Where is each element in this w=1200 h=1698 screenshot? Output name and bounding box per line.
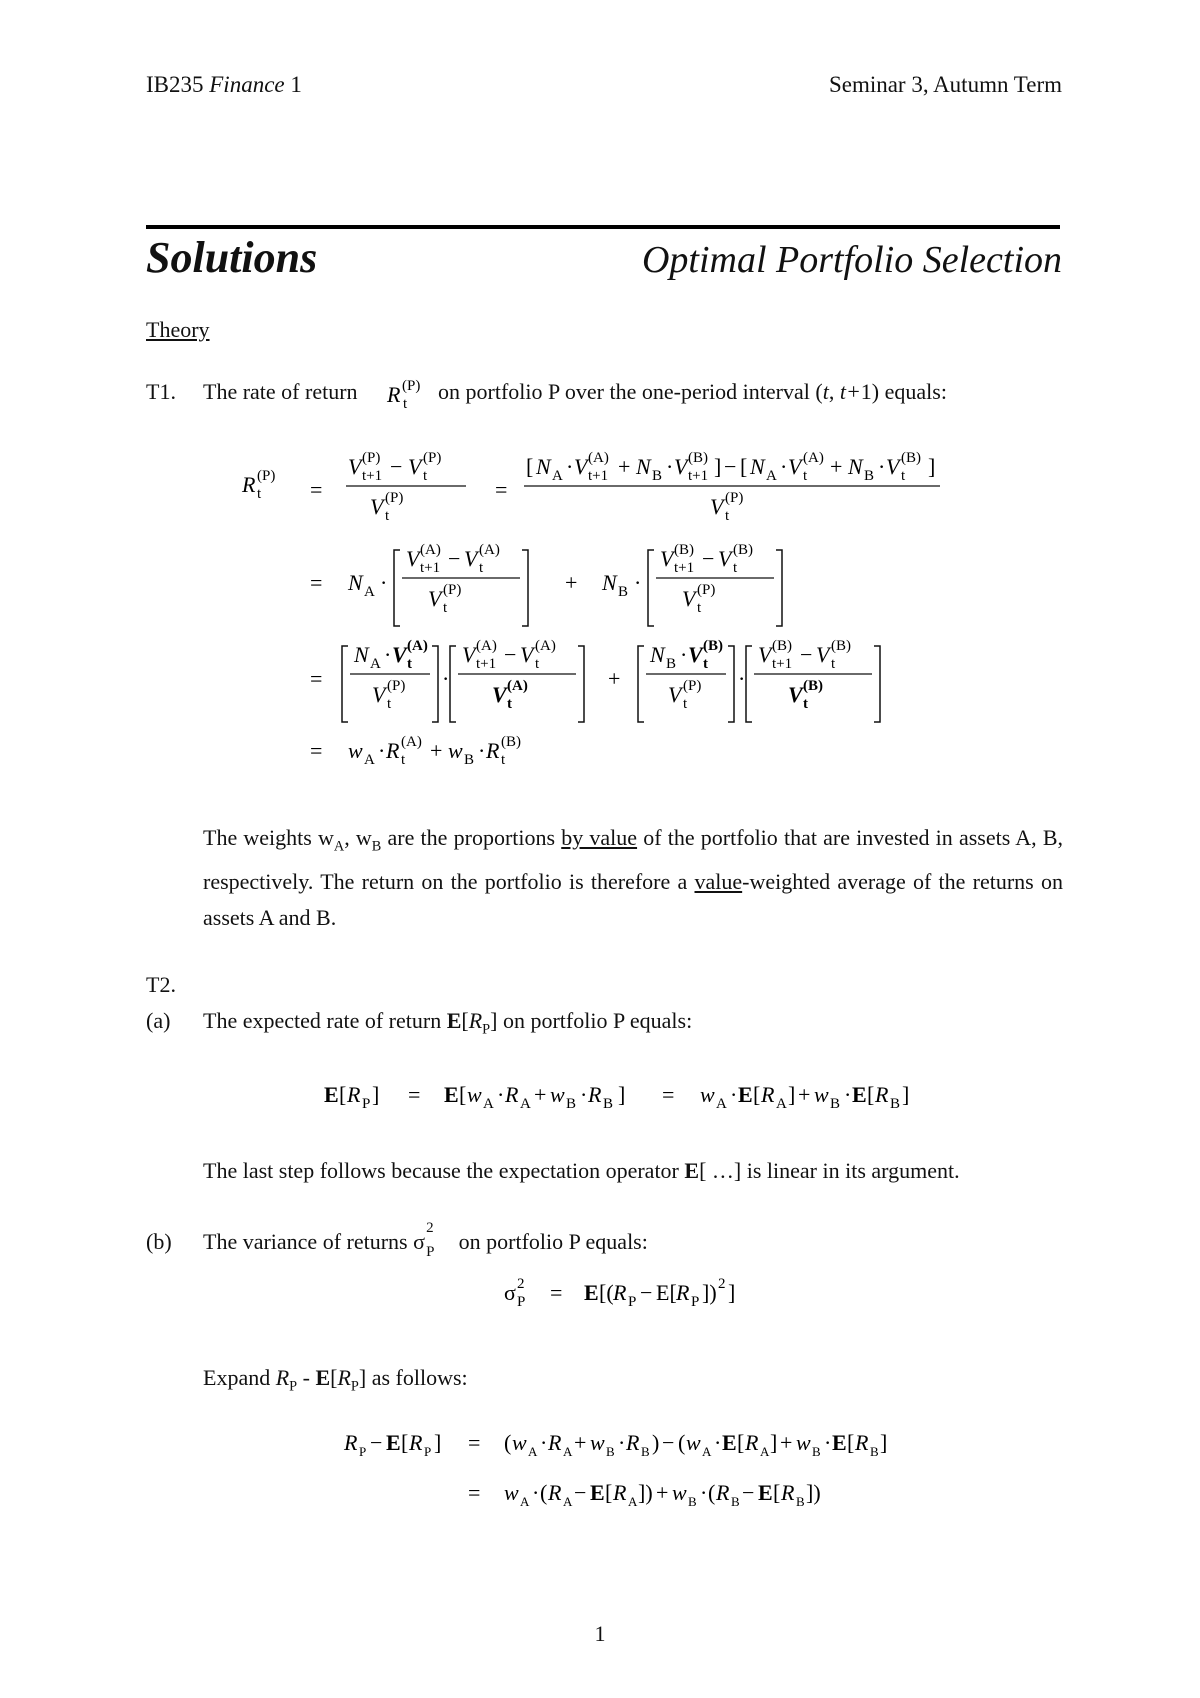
svg-text:]: ] <box>902 1082 910 1107</box>
svg-text:=: = <box>495 477 508 502</box>
svg-text:+: + <box>780 1430 793 1455</box>
svg-text:t: t <box>703 656 708 672</box>
svg-text:P: P <box>691 1294 700 1310</box>
svg-text:A: A <box>776 1096 787 1112</box>
svg-text:(B): (B) <box>674 542 694 558</box>
svg-text:A: A <box>364 752 375 768</box>
svg-text:t: t <box>831 656 836 672</box>
svg-text:w: w <box>672 1480 687 1505</box>
svg-text:[: [ <box>339 1082 347 1107</box>
svg-text:R: R <box>242 472 256 497</box>
svg-text:w: w <box>590 1430 605 1455</box>
svg-text:=: = <box>550 1280 563 1305</box>
svg-text:E: E <box>386 1430 401 1455</box>
svg-text:+: + <box>830 454 843 479</box>
svg-text:(A): (A) <box>420 542 441 558</box>
svg-text:(A): (A) <box>476 638 497 654</box>
svg-text:w: w <box>512 1430 527 1455</box>
svg-text:−: − <box>662 1430 675 1455</box>
svg-text:A: A <box>528 1444 538 1459</box>
svg-text:A: A <box>370 656 381 672</box>
svg-text:R: R <box>486 738 500 763</box>
svg-text:[: [ <box>773 1480 781 1505</box>
svg-text:B: B <box>641 1444 650 1459</box>
svg-text:w: w <box>550 1082 565 1107</box>
svg-text:+: + <box>534 1082 547 1107</box>
svg-text:t+1: t+1 <box>588 468 609 484</box>
t2b-expansion <box>340 1420 960 1530</box>
svg-text:·: · <box>532 1480 540 1505</box>
svg-text:(: ( <box>678 1430 686 1455</box>
svg-text:(A): (A) <box>803 450 824 466</box>
svg-text:B: B <box>652 468 663 484</box>
svg-text:N: N <box>636 454 651 479</box>
svg-text:(P): (P) <box>697 582 716 598</box>
svg-text:A: A <box>520 1096 531 1112</box>
svg-text:+: + <box>618 454 631 479</box>
svg-text:(A): (A) <box>479 542 500 558</box>
svg-text:−: − <box>800 642 813 667</box>
svg-text:·: · <box>714 1430 722 1455</box>
svg-text:σ: σ <box>504 1280 516 1305</box>
t2b-expand: Expand $R_P - E[R_P]$ as follows: <box>203 1365 468 1395</box>
section-heading: Theory <box>146 317 210 342</box>
svg-text:E: E <box>832 1430 847 1455</box>
svg-text:(A): (A) <box>535 638 556 654</box>
svg-text:R: R <box>386 738 400 763</box>
svg-text:B: B <box>666 656 677 672</box>
svg-text:V: V <box>372 682 386 707</box>
svg-text:=: = <box>310 738 323 763</box>
svg-text:(B): (B) <box>901 450 921 466</box>
svg-text:=: = <box>468 1430 481 1455</box>
svg-text:B: B <box>603 1096 614 1112</box>
svg-text:t: t <box>803 468 808 484</box>
svg-text:P: P <box>359 1444 367 1459</box>
svg-text:]: ] <box>618 1082 626 1107</box>
t1-paragraph: The weights $w_A$, $w_B$ are the proportions by value of the portfolio that are invested in assets A, B, respectively. The return on the portfolio is therefore a value-weighted average of the returns on assets A and B. <box>203 825 1063 931</box>
svg-text:+: + <box>565 570 578 595</box>
svg-text:·: · <box>666 454 674 479</box>
svg-text:V: V <box>688 642 703 667</box>
t2a-text: The expected rate of return $E[R_P]$ on portfolio P equals: <box>203 1008 693 1038</box>
svg-text:w: w <box>700 1082 715 1107</box>
t2-label: T2. <box>146 972 176 997</box>
svg-text:·: · <box>730 1082 738 1107</box>
svg-text:A: A <box>716 1096 727 1112</box>
svg-text:−: − <box>448 546 461 571</box>
svg-text:·: · <box>700 1480 708 1505</box>
svg-text:+: + <box>608 666 621 691</box>
svg-text:R: R <box>613 1280 627 1305</box>
svg-text:V: V <box>574 454 588 479</box>
svg-text:−: − <box>370 1430 383 1455</box>
svg-text:−: − <box>390 454 403 479</box>
svg-text:t+1: t+1 <box>362 468 383 484</box>
svg-text:·: · <box>680 642 688 667</box>
svg-text:R: R <box>716 1480 730 1505</box>
svg-text:R: R <box>548 1480 562 1505</box>
t2b-equation <box>500 1264 800 1316</box>
svg-text:−: − <box>742 1480 755 1505</box>
svg-text:N: N <box>536 454 551 479</box>
svg-text:w: w <box>448 738 463 763</box>
svg-text:(P): (P) <box>725 490 744 506</box>
svg-text:·: · <box>618 1430 626 1455</box>
svg-text:A: A <box>766 468 777 484</box>
svg-text:=: = <box>468 1480 481 1505</box>
svg-text:t+1: t+1 <box>772 656 793 672</box>
svg-text:E: E <box>738 1082 753 1107</box>
svg-text:E: E <box>324 1082 339 1107</box>
svg-text:N: N <box>750 454 765 479</box>
svg-text:·: · <box>738 666 746 691</box>
svg-text:·: · <box>497 1082 505 1107</box>
svg-text:R: R <box>548 1430 562 1455</box>
svg-text:[: [ <box>847 1430 855 1455</box>
svg-text:t: t <box>257 486 262 502</box>
svg-text:(P): (P) <box>423 450 442 466</box>
svg-text:V: V <box>370 494 384 519</box>
svg-text:(A): (A) <box>407 638 428 654</box>
svg-text:·: · <box>378 738 386 763</box>
svg-text:[: [ <box>737 1430 745 1455</box>
svg-text:V: V <box>660 546 674 571</box>
svg-text:A: A <box>520 1494 530 1509</box>
svg-text:+: + <box>574 1430 587 1455</box>
svg-text:=: = <box>310 570 323 595</box>
t1-intro-symbol <box>383 368 433 414</box>
svg-text:V: V <box>886 454 900 479</box>
svg-text:t: t <box>535 656 540 672</box>
svg-text:V: V <box>408 454 422 479</box>
course-number: 1 <box>290 72 302 97</box>
svg-text:·: · <box>824 1430 832 1455</box>
page-number: 1 <box>594 1621 606 1646</box>
svg-text:R: R <box>676 1280 690 1305</box>
svg-text:): ) <box>652 1430 660 1455</box>
svg-text:E: E <box>584 1280 599 1305</box>
svg-text:R: R <box>626 1430 640 1455</box>
svg-text:V: V <box>492 682 507 707</box>
svg-text:(A): (A) <box>588 450 609 466</box>
svg-text:w: w <box>348 738 363 763</box>
svg-text:(P): (P) <box>402 378 421 394</box>
svg-text:V: V <box>710 494 724 519</box>
svg-text:+: + <box>430 738 443 763</box>
svg-text:V: V <box>392 642 407 667</box>
svg-text:R: R <box>344 1430 358 1455</box>
svg-text:]: ] <box>880 1430 888 1455</box>
t1-equations <box>230 440 1080 780</box>
svg-text:B: B <box>870 1444 879 1459</box>
svg-text:B: B <box>830 1096 841 1112</box>
t1-intro-b: on portfolio P over the one-period interval (t, t+1) equals: <box>438 379 947 404</box>
header-course <box>146 72 302 98</box>
svg-text:]: ] <box>434 1430 442 1455</box>
title-rule <box>146 225 1060 229</box>
svg-text:A: A <box>702 1444 712 1459</box>
svg-text:[: [ <box>526 454 534 479</box>
svg-text:V: V <box>718 546 732 571</box>
svg-text:R: R <box>588 1082 602 1107</box>
svg-text:V: V <box>758 642 772 667</box>
svg-text:t+1: t+1 <box>688 468 709 484</box>
svg-text:t: t <box>443 600 448 616</box>
svg-text:(P): (P) <box>683 678 702 694</box>
t2a-label: (a) <box>146 1008 171 1033</box>
svg-text:−: − <box>504 642 517 667</box>
svg-text:2: 2 <box>718 1276 726 1292</box>
svg-text:R: R <box>387 382 401 407</box>
svg-text:[: [ <box>459 1082 467 1107</box>
svg-text:P: P <box>424 1444 432 1459</box>
svg-text:(B): (B) <box>733 542 753 558</box>
svg-text:t: t <box>407 656 412 672</box>
svg-text:A: A <box>483 1096 494 1112</box>
svg-text:t: t <box>479 560 484 576</box>
svg-text:·: · <box>844 1082 852 1107</box>
svg-text:R: R <box>409 1430 423 1455</box>
svg-text:N: N <box>650 642 665 667</box>
svg-text:(P): (P) <box>385 490 404 506</box>
t2b-label: (b) <box>146 1229 172 1254</box>
svg-text:(: ( <box>708 1480 716 1505</box>
svg-text:(P): (P) <box>387 678 406 694</box>
svg-text:(P): (P) <box>257 468 276 484</box>
svg-text:]): ]) <box>702 1280 717 1305</box>
svg-text:]): ]) <box>638 1480 653 1505</box>
svg-text:w: w <box>504 1480 519 1505</box>
svg-text:+: + <box>798 1082 811 1107</box>
svg-text:t+1: t+1 <box>420 560 441 576</box>
svg-text:N: N <box>602 570 617 595</box>
svg-text:P: P <box>362 1096 371 1112</box>
svg-text:B: B <box>566 1096 577 1112</box>
svg-text:(: ( <box>504 1430 512 1455</box>
svg-text:V: V <box>406 546 420 571</box>
svg-text:t: t <box>697 600 702 616</box>
svg-text:E: E <box>852 1082 867 1107</box>
svg-text:[: [ <box>753 1082 761 1107</box>
svg-text:−: − <box>724 454 737 479</box>
svg-text:R: R <box>347 1082 361 1107</box>
svg-text:]: ] <box>372 1082 380 1107</box>
svg-text:V: V <box>462 642 476 667</box>
svg-text:(A): (A) <box>401 734 422 750</box>
svg-text:(P): (P) <box>443 582 462 598</box>
svg-text:]: ] <box>928 454 936 479</box>
svg-text:t: t <box>403 396 408 412</box>
svg-text:t: t <box>725 508 730 524</box>
svg-text:V: V <box>674 454 688 479</box>
t2b-text: The variance of returns σ 2 P on portfolio P equals: <box>203 1220 648 1260</box>
svg-text:·: · <box>580 1082 588 1107</box>
svg-text:t: t <box>733 560 738 576</box>
svg-text:(A): (A) <box>507 678 528 694</box>
svg-text:A: A <box>563 1444 573 1459</box>
svg-text:N: N <box>348 570 363 595</box>
svg-text:w: w <box>686 1430 701 1455</box>
svg-text:t: t <box>507 696 512 712</box>
course-name: Finance <box>209 72 285 97</box>
svg-text:(B): (B) <box>501 734 521 750</box>
svg-text:P: P <box>517 1294 526 1310</box>
svg-text:V: V <box>428 586 442 611</box>
svg-text:R: R <box>613 1480 627 1505</box>
svg-text:·: · <box>380 570 388 595</box>
svg-text:(B): (B) <box>703 638 723 654</box>
t1-intro-a: The rate of return <box>203 379 358 404</box>
svg-text:w: w <box>814 1082 829 1107</box>
svg-text:B: B <box>796 1494 805 1509</box>
svg-text:·: · <box>566 454 574 479</box>
svg-text:·: · <box>540 1430 548 1455</box>
svg-text:N: N <box>354 642 369 667</box>
svg-text:[: [ <box>605 1480 613 1505</box>
svg-text:B: B <box>731 1494 740 1509</box>
page-title: Solutions <box>146 233 318 282</box>
svg-text:E[: E[ <box>656 1280 677 1305</box>
svg-text:A: A <box>364 584 375 600</box>
svg-text:(B): (B) <box>831 638 851 654</box>
svg-text:E: E <box>722 1430 737 1455</box>
svg-text:−: − <box>640 1280 653 1305</box>
t1-label: T1. <box>146 379 176 404</box>
svg-text:R: R <box>505 1082 519 1107</box>
page-subtitle: Optimal Portfolio Selection <box>641 239 1062 281</box>
svg-text:−: − <box>702 546 715 571</box>
svg-text:E: E <box>758 1480 773 1505</box>
svg-text:V: V <box>348 454 362 479</box>
svg-text:V: V <box>788 682 803 707</box>
svg-text:w: w <box>796 1430 811 1455</box>
svg-text:·: · <box>634 570 642 595</box>
svg-text:(B): (B) <box>772 638 792 654</box>
svg-text:·: · <box>384 642 392 667</box>
svg-text:B: B <box>688 1494 697 1509</box>
svg-text:R: R <box>745 1430 759 1455</box>
svg-text:·: · <box>780 454 788 479</box>
svg-text:t: t <box>901 468 906 484</box>
svg-text:V: V <box>464 546 478 571</box>
svg-text:[: [ <box>867 1082 875 1107</box>
svg-text:]: ] <box>770 1430 778 1455</box>
svg-text:R: R <box>781 1480 795 1505</box>
svg-text:w: w <box>467 1082 482 1107</box>
svg-text:E: E <box>444 1082 459 1107</box>
svg-text:t: t <box>803 696 808 712</box>
course-code: IB235 <box>146 72 204 97</box>
svg-text:=: = <box>310 477 323 502</box>
t2a-equation <box>320 1070 960 1120</box>
svg-text:B: B <box>812 1444 821 1459</box>
svg-text:B: B <box>890 1096 901 1112</box>
svg-text:(B): (B) <box>803 678 823 694</box>
svg-text:[: [ <box>740 454 748 479</box>
svg-text:t: t <box>401 752 406 768</box>
svg-text:t: t <box>423 468 428 484</box>
svg-text:A: A <box>760 1444 770 1459</box>
t2a-note: The last step follows because the expectation operator E[ …] is linear in its argument. <box>203 1158 960 1183</box>
svg-text:B: B <box>606 1444 615 1459</box>
svg-text:N: N <box>848 454 863 479</box>
svg-text:V: V <box>520 642 534 667</box>
svg-text:t: t <box>387 696 392 712</box>
svg-text:t+1: t+1 <box>674 560 695 576</box>
svg-text:V: V <box>788 454 802 479</box>
svg-text:(B): (B) <box>688 450 708 466</box>
svg-text:A: A <box>628 1494 638 1509</box>
svg-text:=: = <box>408 1082 421 1107</box>
svg-text:B: B <box>864 468 875 484</box>
svg-text:(: ( <box>540 1480 548 1505</box>
svg-text:]: ] <box>714 454 722 479</box>
svg-text:A: A <box>563 1494 573 1509</box>
svg-text:t: t <box>501 752 506 768</box>
svg-text:E: E <box>590 1480 605 1505</box>
svg-text:(P): (P) <box>362 450 381 466</box>
svg-text:t+1: t+1 <box>476 656 497 672</box>
svg-text:=: = <box>662 1082 675 1107</box>
svg-text:B: B <box>618 584 629 600</box>
header-seminar: Seminar 3, Autumn Term <box>828 72 1062 97</box>
svg-text:2: 2 <box>517 1276 525 1292</box>
svg-text:V: V <box>816 642 830 667</box>
svg-text:]: ] <box>728 1280 736 1305</box>
svg-text:V: V <box>682 586 696 611</box>
svg-text:+: + <box>656 1480 669 1505</box>
svg-text:·: · <box>478 738 486 763</box>
svg-text:R: R <box>855 1430 869 1455</box>
svg-text:=: = <box>310 666 323 691</box>
svg-text:B: B <box>464 752 475 768</box>
svg-text:·: · <box>878 454 886 479</box>
svg-text:R: R <box>875 1082 889 1107</box>
svg-text:R: R <box>761 1082 775 1107</box>
svg-text:A: A <box>552 468 563 484</box>
svg-text:V: V <box>668 682 682 707</box>
svg-text:−: − <box>574 1480 587 1505</box>
svg-text:P: P <box>628 1294 637 1310</box>
svg-text:[(: [( <box>599 1280 614 1305</box>
svg-text:t: t <box>683 696 688 712</box>
svg-text:t: t <box>385 508 390 524</box>
svg-text:·: · <box>442 666 450 691</box>
svg-text:]): ]) <box>806 1480 821 1505</box>
svg-text:]: ] <box>788 1082 796 1107</box>
svg-text:[: [ <box>401 1430 409 1455</box>
